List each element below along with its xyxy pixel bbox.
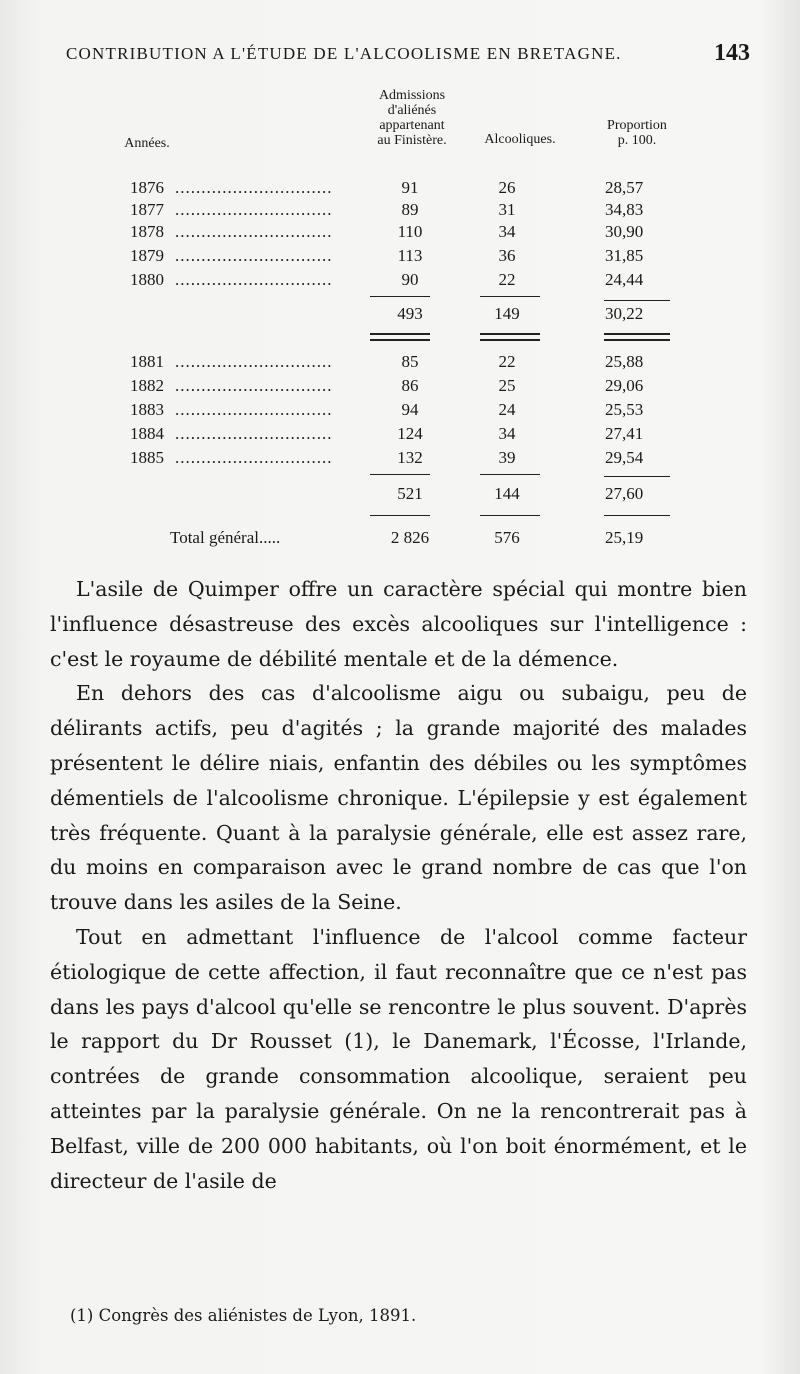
paragraph: En dehors des cas d'alcoolisme aigu ou subaigu, peu de délirants actifs, peu d'agités ; la grande majorité des malades présentent le délire niais, enfantin des débiles ou les symptômes démentiels de l'alcoolisme chronique. L'épilepsie y est également très fréquente. Quant à la paralysie générale, elle est assez rare, du moins en comparaison avec le grand nombre de cas que l'on trouve dans les asiles de la Seine.	[50, 681, 747, 915]
col-header-admissions: Admissions d'aliénés appartenant au Finistère.	[377, 88, 447, 148]
sum-rule	[480, 296, 540, 297]
sum-rule	[604, 476, 670, 477]
table-row: 1884 .............................. 124 34 27,41	[130, 424, 644, 443]
dot-leader: ..............................	[175, 200, 333, 219]
sum-rule	[480, 515, 540, 516]
table-row: 1878 .............................. 110 34 30,90	[130, 222, 644, 241]
table-row: 1877 .............................. 89 31 34,83	[130, 200, 644, 219]
sum-rule	[370, 515, 430, 516]
table-row: 1881 .............................. 85 22 25,88	[130, 352, 644, 371]
sum-rule	[604, 515, 670, 516]
table-row: 1879 .............................. 113 36 31,85	[130, 246, 644, 265]
col-header-alcooliques: Alcooliques.	[484, 132, 556, 147]
sum-rule	[604, 300, 670, 301]
sum-rule	[480, 474, 540, 475]
table-row: 1885 .............................. 132 39 29,54	[130, 448, 644, 467]
dot-leader: ..............................	[175, 246, 333, 265]
subtotal-row: 493 149 30,22	[397, 304, 644, 323]
running-header: CONTRIBUTION A L'ÉTUDE DE L'ALCOOLISME EN BRETAGNE.	[66, 44, 622, 63]
table-row: 1880 .............................. 90 22 24,44	[130, 270, 644, 289]
sum-rule	[370, 474, 430, 475]
dot-leader: ..............................	[175, 424, 333, 443]
dot-leader: ..............................	[175, 400, 333, 419]
dot-leader: ..............................	[175, 376, 333, 395]
statistics-table	[0, 0, 800, 560]
paragraph: Tout en admettant l'influence de l'alcool comme facteur étiologique de cette affection, il faut reconnaître que ce n'est pas dans les pays d'alcool qu'elle se rencontre le plus souvent. D'après le rapport du Dr Rousset (1), le Danemark, l'Écosse, l'Irlande, contrées de grande consommation alcoolique, seraient peu atteintes par la paralysie générale. On ne la rencontrerait pas à Belfast, ville de 200 000 habitants, où l'on boit énormément, et le directeur de l'asile de	[50, 924, 747, 1193]
double-rule	[480, 333, 540, 341]
col-header-years: Années.	[124, 136, 170, 151]
body-text	[50, 572, 747, 1198]
total-row: Total général..... 2 826 576 25,19	[170, 528, 644, 547]
paragraph: L'asile de Quimper offre un caractère spécial qui montre bien l'influence désastreuse des excès alcooliques sur l'intelligence : c'est le royaume de débilité mentale et de la démence.	[50, 577, 747, 671]
double-rule	[370, 333, 430, 341]
dot-leader: ..............................	[175, 448, 333, 467]
subtotal-row: 521 144 27,60	[397, 484, 644, 503]
dot-leader: ..............................	[175, 222, 333, 241]
footnote: (1) Congrès des aliénistes de Lyon, 1891.	[70, 1306, 417, 1325]
dot-leader: ..............................	[175, 178, 333, 197]
sum-rule	[370, 296, 430, 297]
page-number: 143	[714, 40, 750, 66]
table-row: 1876 .............................. 91 26 28,57	[130, 178, 644, 197]
table-row: 1883 .............................. 94 24 25,53	[130, 400, 644, 419]
dot-leader: ..............................	[175, 270, 333, 289]
col-header-proportion: Proportion p. 100.	[607, 118, 667, 148]
table-row: 1882 .............................. 86 25 29,06	[130, 376, 644, 395]
dot-leader: ..............................	[175, 352, 333, 371]
double-rule	[604, 333, 670, 341]
